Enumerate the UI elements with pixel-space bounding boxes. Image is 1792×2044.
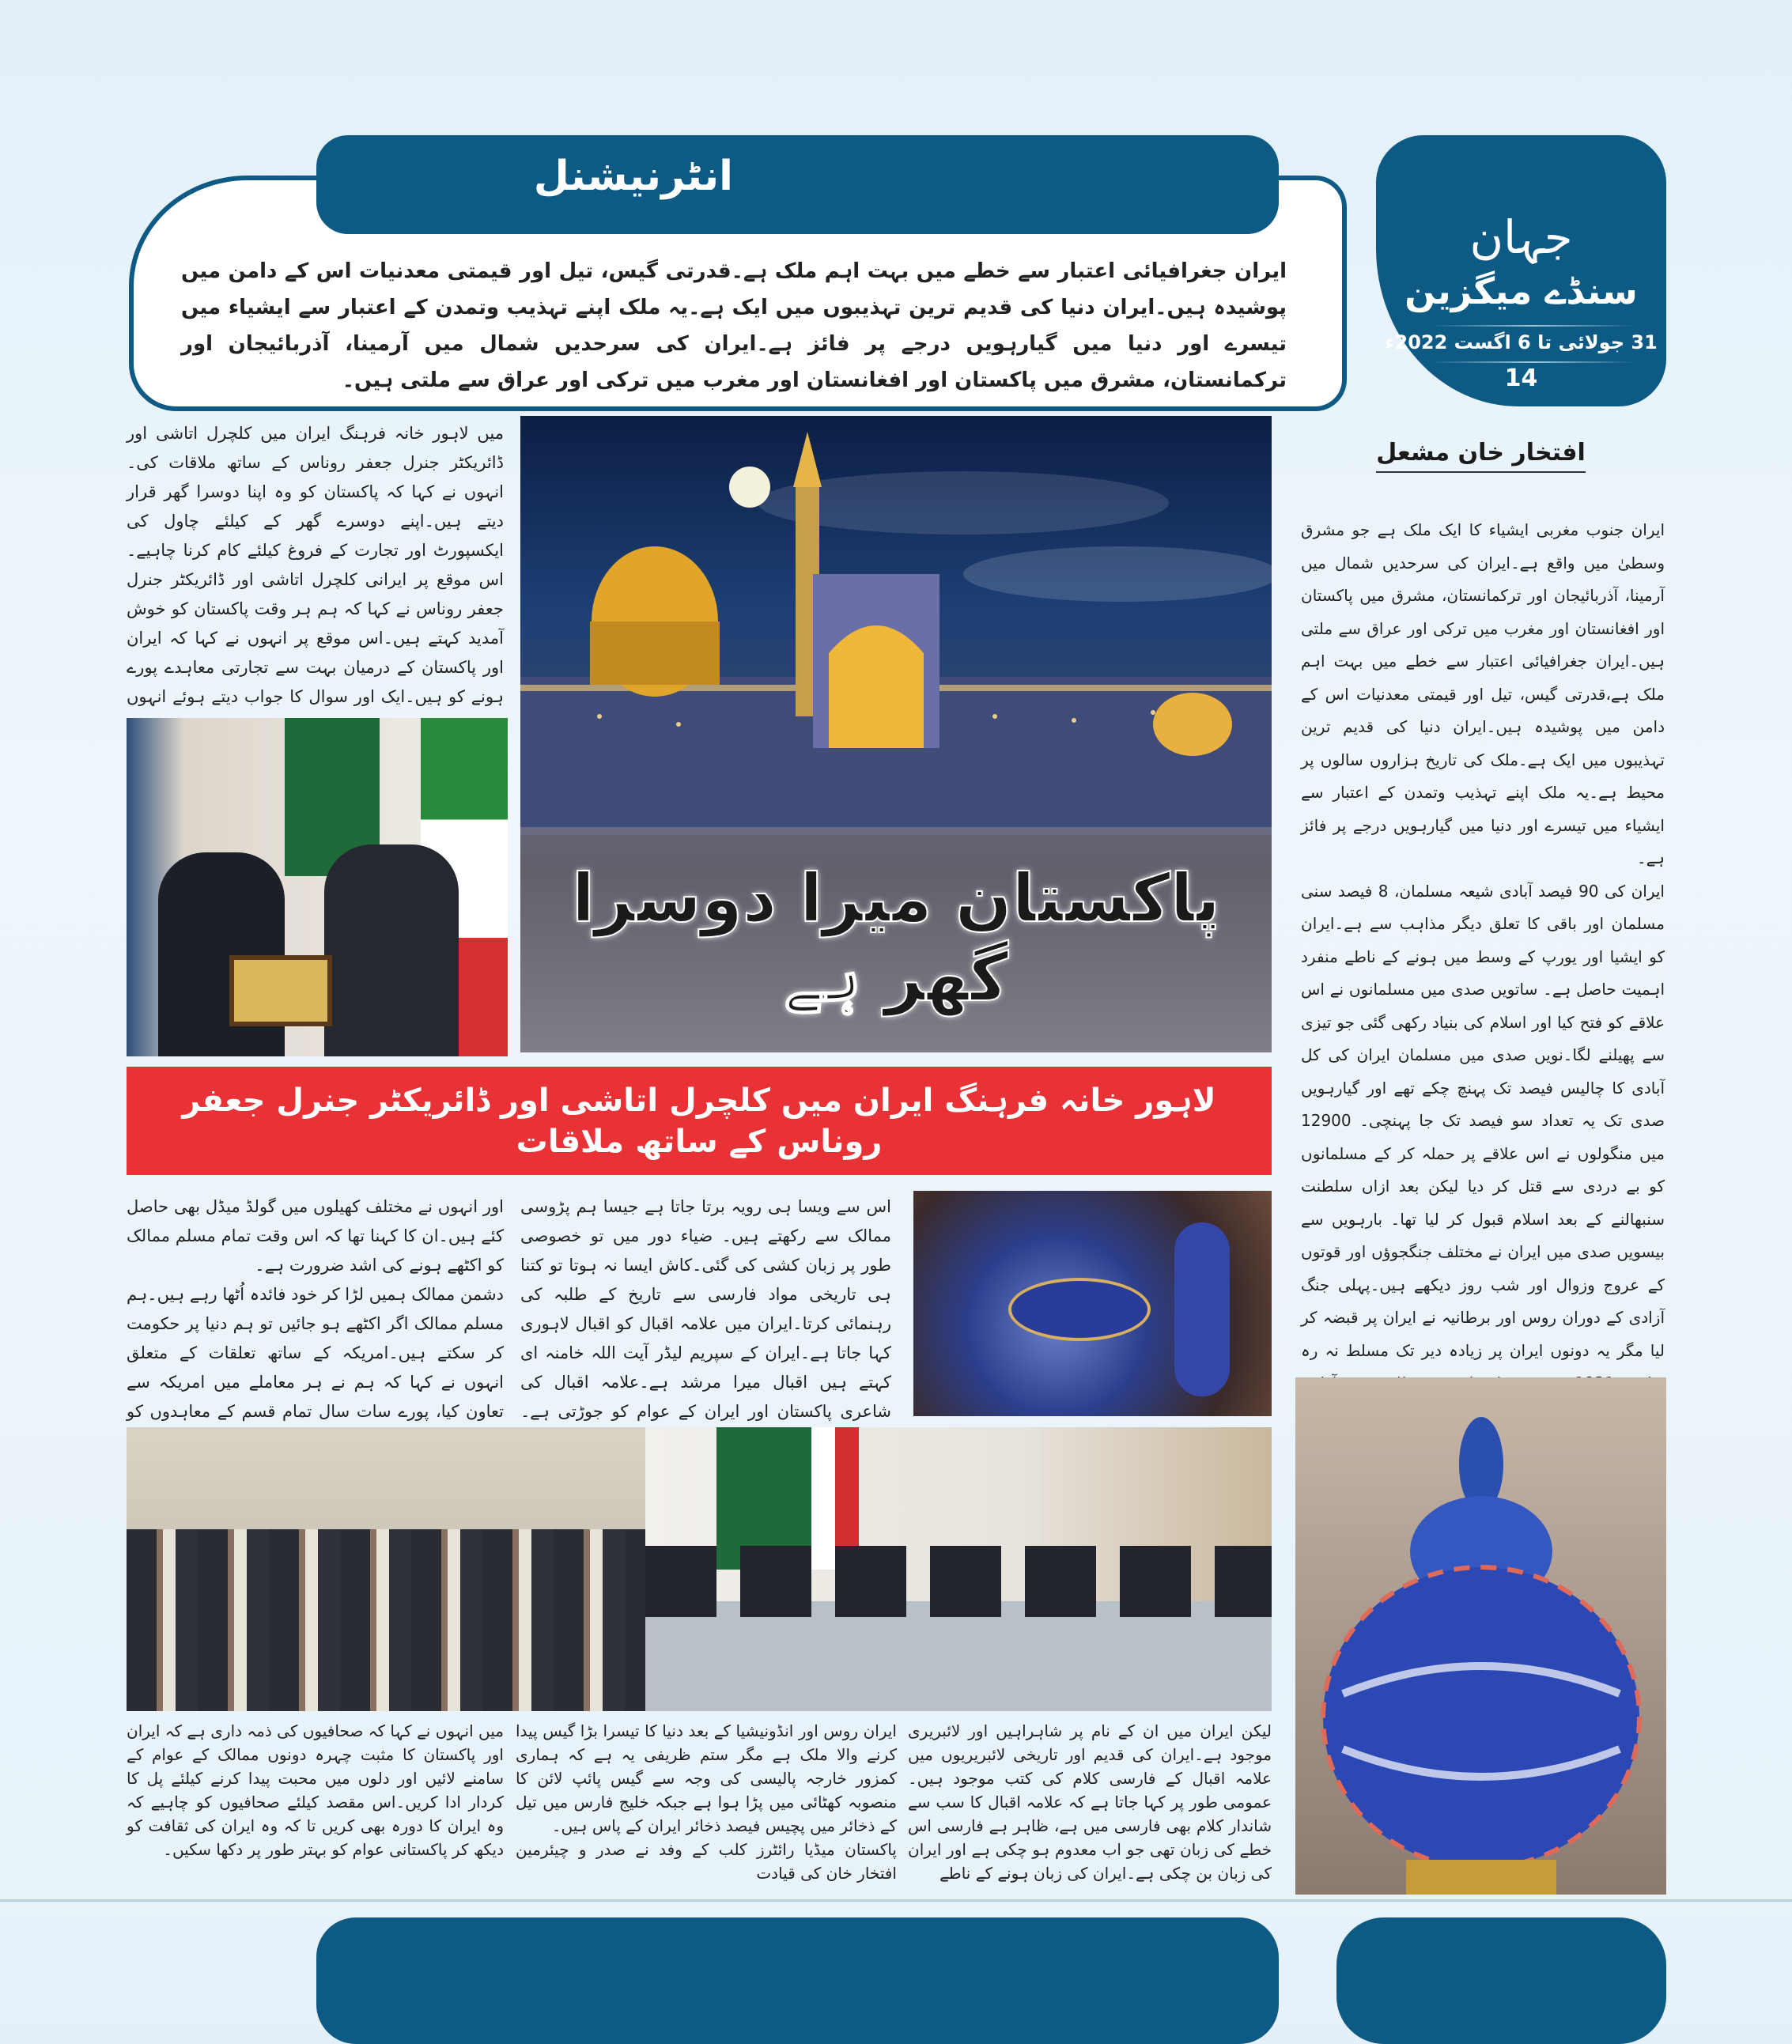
plaque <box>229 955 332 1026</box>
officials-plaque-photo <box>127 718 508 1056</box>
paragraph: دشمن ممالک ہمیں لڑا کر خود فائدہ اُٹھا رہے ہیں۔ہم مسلم ممالک اگر اکٹھے ہو جائیں تو ہم دنیا پر حکومت کر سکتے ہیں۔امریکہ کے ساتھ تعلقات کے متعلق انہوں نے کہا کہ ہم نے ہر معاملے میں امریکہ سے تعاون کیا، پورے سات سال تمام قسم کے معاہدوں کو <box>127 1285 504 1421</box>
section-header-tab <box>316 135 1279 234</box>
paragraph: اور انہوں نے مختلف کھیلوں میں گولڈ میڈل بھی حاصل کئے ہیں۔ان کا کہنا تھا کہ اس وقت تمام مسلم ممالک کو اکٹھے ہونے کی اشد ضرورت ہے۔ <box>127 1197 504 1275</box>
paragraph: ایران جنوب مغربی ایشیاء کا ایک ملک ہے جو مشرق وسطیٰ میں واقع ہے۔ایران کی سرحدیں شمال میں آرمینا، آذربائیجان اور ترکمانستان، مشرق میں پاکستان اور افغانستان اور مغرب میں ترکی اور عراق سے ملتی ہیں۔ایران جغرافیائی اعتبار سے خطے میں بہت اہم ملک ہے،قدرتی گیس، تیل اور قیمتی معدنیات اس کے دامن میں پوشیدہ ہیں۔ایران دنیا کی قدیم ترین تہذیبوں میں ایک ہے۔ملک کی تاریخ ہزاروں سالوں پر محیط ہے۔یہ ملک اپنے تہذیب وتمدن کے اعتبار سے ایشیاء میں تیسرے اور دنیا میں گیارہویں درجے پر فائز ہے۔ <box>1301 520 1665 867</box>
headline: پاکستان میرا دوسرا گھر ہے <box>572 860 1220 1016</box>
vase-illustration <box>1295 1377 1666 1895</box>
intro-text: ایران جغرافیائی اعتبار سے خطے میں بہت اہم ملک ہے۔قدرتی گیس، تیل اور قیمتی معدنیات اس کے دامن میں پوشیدہ ہیں۔ایران دنیا کی قدیم ترین تہذیبوں میں ایک ہے۔یہ ملک اپنے تہذیب وتمدن کے اعتبار سے ایشیاء میں تیسرے اور دنیا میں گیارہویں درجے پر فائز ہے۔ایران کی سرحدیں شمال میں آرمینا، آذربائیجان اور ترکمانستان، مشرق میں پاکستان اور افغانستان اور مغرب میں ترکی اور عراق سے ملتی ہیں۔ <box>181 259 1287 392</box>
handicraft-photo <box>913 1191 1272 1416</box>
enamel-bowl <box>1008 1278 1151 1341</box>
delegation-group-photo <box>127 1427 645 1711</box>
masthead <box>1376 135 1666 406</box>
article-column-bottom-right: لیکن ایران میں ان کے نام پر شاہراہیں اور لائبریری موجود ہے۔ایران کی قدیم اور تاریخی لائبریریوں میں علامہ اقبال کے فارسی کلام کی کتب موجود ہیں۔عمومی طور پر کہا جاتا ہے کہ علامہ اقبال کا سب سے شاندار کلام بھی فارسی میں ہے، ظاہر ہے فارسی اس خطے کی زبان تھی جو اب معدوم ہو چکی ہے اور ایران کی زبان بن چکی ہے۔ایران کی زبان ہونے کے ناطے <box>908 1721 1272 1883</box>
issue-date: 31 جولائی تا 6 اگست 2022ء <box>1385 331 1658 353</box>
person <box>324 844 459 1056</box>
footer-tab <box>1336 1917 1666 2044</box>
logo-jang: جہان <box>1469 210 1573 264</box>
paragraph: پاکستان میڈیا رائٹرز کلب کے وفد نے صدر و چیئرمین افتخار خان کی قیادت <box>516 1840 897 1883</box>
meeting-attendees <box>645 1546 1272 1617</box>
conference-table <box>645 1601 1272 1711</box>
article-column-right <box>1301 514 1665 1364</box>
logo-sunday-magazine: سنڈے میگزین <box>1404 270 1638 312</box>
author-byline: افتخار خان مشعل <box>1376 439 1586 473</box>
footer-bar <box>316 1917 1279 2044</box>
banner-headline: لاہور خانہ فرہنگ ایران میں کلچرل اتاشی اور ڈائریکٹر جنرل جعفر روناس کے ساتھ ملاقات <box>182 1082 1216 1160</box>
byline-wrap <box>1295 439 1666 467</box>
paragraph: ایران روس اور انڈونیشیا کے بعد دنیا کا تیسرا بڑا گیس پیدا کرنے والا ملک ہے مگر ستم ظریفی یہ ہے کہ ہماری کمزور خارجہ پالیسی کی وجہ سے گیس پائپ لائن کا منصوبہ کھٹائی میں پڑا ہوا ہے جبکہ خلیج فارس میں تیل کے ذخائر میں پچیس فیصد ذخائر ایران کے پاس ہیں۔ <box>516 1721 897 1835</box>
divider <box>1431 361 1635 363</box>
page-number: 14 <box>1504 365 1538 392</box>
meeting-photo <box>645 1427 1272 1711</box>
group-of-people <box>127 1529 645 1711</box>
enamel-vase-photo <box>1295 1377 1666 1895</box>
section-title: انٹرنیشنل <box>533 153 733 200</box>
article-column-bottom-center <box>516 1719 897 1898</box>
article-column-mid-left <box>127 1192 504 1421</box>
article-column-left-top: میں لاہور خانہ فرہنگ ایران میں کلچرل اتاشی اور ڈائریکٹر جنرل جعفر روناس کے ساتھ ملاقات کی۔ انہوں نے کہا کہ پاکستان کو وہ اپنا دوسرا گھر قرار دیتے ہیں۔اپنے دوسرے گھر کے کیلئے چاول کی ایکسپورٹ اور تجارت کے فروغ کیلئے کام کرنا چاہیے۔اس موقع پر ایرانی کلچرل اتاشی اور ڈائریکٹر جنرل جعفر روناس نے کہا کہ ہم ہر وقت پاکستان کو خوش آمدید کہتے ہیں۔اس موقع پر انہوں نے کہا کہ ایران اور پاکستان کے درمیان بہت سے تجارتی معاہدے پورے ہونے کو ہیں۔ایک اور سوال کا جواب دیتے ہوئے انہوں <box>127 424 504 706</box>
article-column-bottom-left: میں انہوں نے کہا کہ صحافیوں کی ذمہ داری ہے کہ ایران اور پاکستان کا مثبت چہرہ دونوں ممالک کے عوام کے سامنے لائیں اور دلوں میں محبت پیدا کرنے کیلئے پل کا کردار ادا کریں۔اس مقصد کیلئے صحافیوں کو چاہیے کہ وہ ایران کا دورہ بھی کریں تا کہ وہ ایران کی ثقافت کو دیکھ کر پاکستانی عوام کو بہتر طور پر دکھا سکیں۔ <box>127 1721 504 1859</box>
shrine-photo <box>520 416 1272 1052</box>
divider <box>1431 325 1635 327</box>
footer-divider <box>0 1899 1792 1902</box>
red-headline-banner <box>127 1067 1272 1175</box>
article-column-mid-center: اس سے ویسا ہی رویہ برتا جاتا ہے جیسا ہم پڑوسی ممالک سے رکھتے ہیں۔ ضیاء دور میں تو خصوصی طور پر زبان کشی کی گئی۔کاش ایسا نہ ہوتا تو کتنا ہی تاریخی مواد فارسی سے تاریخ کے طلبہ کی رہنمائی کرتا۔ایران میں علامہ اقبال کو اقبال لاہوری کہا جاتا ہے۔ایران کے سپریم لیڈر آیت اللہ خامنہ ای کہتے ہیں اقبال میرا مرشد ہے۔علامہ اقبال کی شاعری پاکستان اور ایران کے عوام کو جوڑتی ہے۔ <box>520 1197 891 1421</box>
enamel-vase <box>1174 1222 1230 1396</box>
paragraph: ایران کی 90 فیصد آبادی شیعہ مسلمان، 8 فیصد سنی مسلمان اور باقی کا تعلق دیگر مذاہب سے ہے۔ایران کو ایشیا اور یورپ کے وسط میں ہونے کے ناطے منفرد اہمیت حاصل ہے۔ ساتویں صدی میں مسلمانوں نے اس علاقے کو فتح کیا اور اسلام کی بنیاد رکھی گئی جو تیزی سے پھیلنے لگا۔نویں صدی میں مسلمان ایران کی کل آبادی کا چالیس فیصد تک پہنچ چکے تھے اور گیارہویں صدی تک یہ تعداد سو فیصد تک جا پہنچی۔ 12900 میں منگولوں نے اس علاقے پر حملہ کر کے مسلمانوں کو بے دردی سے قتل کر دیا لیکن بعد ازاں سلطنت سنبھالنے کے بعد اسلام قبول کر لیا تھا۔ بارہویں سے بیسویں صدی میں ایران نے مختلف جنگجوؤں اور قوتوں کے عروج وزوال اور شب روز دیکھے ہیں۔پہلی جنگ آزادی کے دوران روس اور برطانیہ نے ایران پر قبضہ کر لیا مگر یہ دونوں ایران پر زیادہ دیر تک مسلط نہ رہ <box>1301 881 1665 1360</box>
